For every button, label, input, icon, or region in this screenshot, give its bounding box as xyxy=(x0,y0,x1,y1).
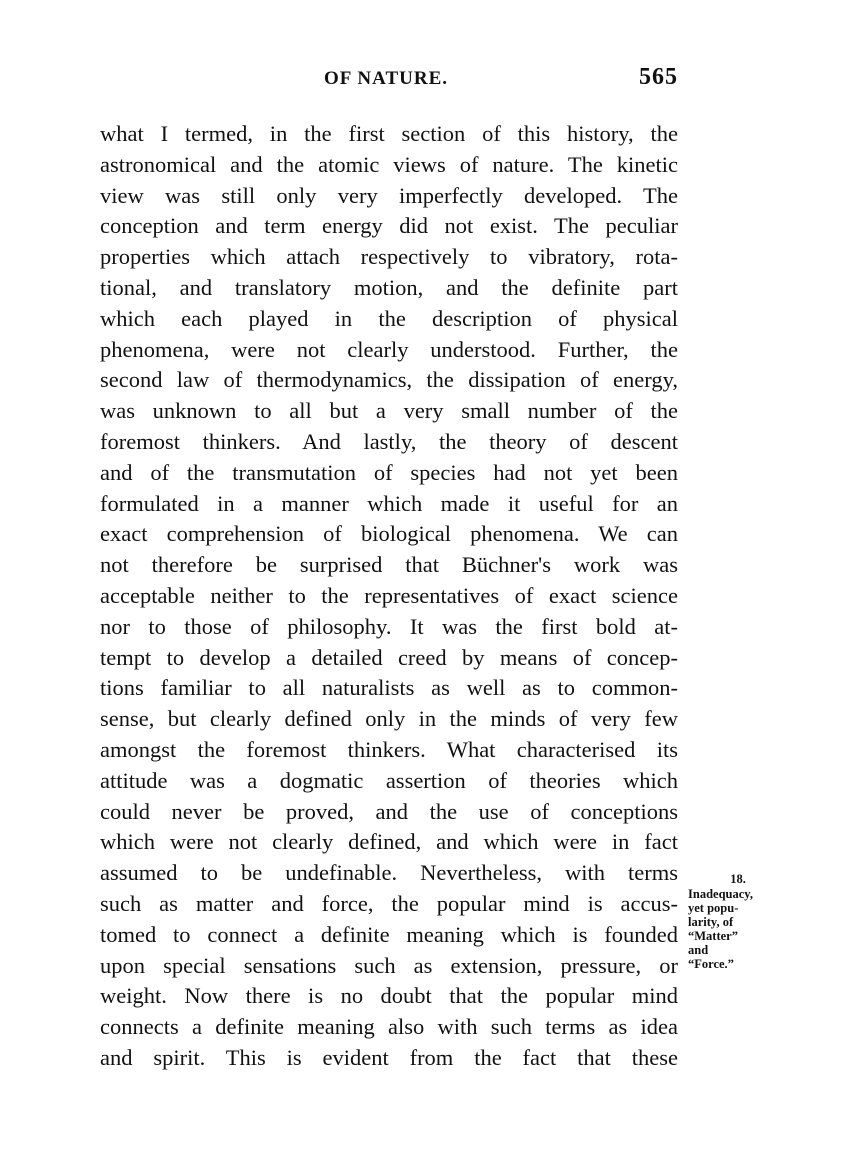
marginal-note xyxy=(688,872,788,971)
text-line: conception and term energy did not exist. The peculiar xyxy=(100,213,678,239)
text-line: tomed to connect a definite meaning which is founded xyxy=(100,921,678,947)
text-line: formulated in a manner which made it useful for an xyxy=(100,490,678,516)
marginal-note-line: “Matter” xyxy=(688,929,738,943)
text-line: was unknown to all but a very small number of the xyxy=(100,398,678,424)
text-line: which each played in the description of physical xyxy=(100,305,678,331)
text-line: such as matter and force, the popular mind is accus- xyxy=(100,890,678,916)
marginal-note-line: yet popu- xyxy=(688,901,739,915)
text-line: sense, but clearly defined only in the minds of very few xyxy=(100,706,678,732)
text-line: and spirit. This is evident from the fact that these xyxy=(100,1044,678,1070)
text-line: second law of thermodynamics, the dissipation of energy, xyxy=(100,367,678,393)
text-line: which were not clearly defined, and which were in fact xyxy=(100,829,678,855)
text-line: properties which attach respectively to vibratory, rota- xyxy=(100,244,678,270)
text-line: what I termed, in the first section of this history, the xyxy=(100,121,678,146)
text-line: foremost thinkers. And lastly, the theory of descent xyxy=(100,428,678,454)
text-line: astronomical and the atomic views of nature. The kinetic xyxy=(100,151,678,177)
marginal-note-line: Inadequacy, xyxy=(688,887,753,901)
text-line: phenomena, were not clearly understood. Further, the xyxy=(100,336,678,362)
text-line: amongst the foremost thinkers. What characterised its xyxy=(100,736,678,762)
text-line: attitude was a dogmatic assertion of theories which xyxy=(100,767,678,793)
text-line: weight. Now there is no doubt that the popular mind xyxy=(100,983,678,1009)
text-line: assumed to be undefinable. Nevertheless, with terms xyxy=(100,860,678,886)
text-line: exact comprehension of biological phenomena. We can xyxy=(100,521,678,547)
page-number: 565 xyxy=(639,64,678,90)
running-title: OF NATURE. xyxy=(324,68,448,89)
running-header xyxy=(100,64,678,98)
text-line: not therefore be surprised that Büchner's work was xyxy=(100,552,678,578)
text-line: tions familiar to all naturalists as well as to common- xyxy=(100,675,678,701)
body-text xyxy=(100,119,678,1074)
text-line: view was still only very imperfectly developed. The xyxy=(100,182,678,208)
marginal-note-line: “Force.” xyxy=(688,957,734,971)
text-line: and of the transmutation of species had not yet been xyxy=(100,459,678,485)
text-line: connects a definite meaning also with such terms as idea xyxy=(100,1014,678,1040)
text-line: acceptable neither to the representatives of exact science xyxy=(100,582,678,608)
marginal-note-line: and xyxy=(688,943,709,957)
text-line: tempt to develop a detailed creed by means of concep- xyxy=(100,644,678,670)
text-line: tional, and translatory motion, and the definite part xyxy=(100,274,678,300)
marginal-note-number: 18. xyxy=(730,872,746,886)
text-line: could never be proved, and the use of conceptions xyxy=(100,798,678,824)
text-line: nor to those of philosophy. It was the first bold at- xyxy=(100,613,678,639)
text-line: upon special sensations such as extension, pressure, or xyxy=(100,952,678,978)
marginal-note-line: larity, of xyxy=(688,915,734,929)
